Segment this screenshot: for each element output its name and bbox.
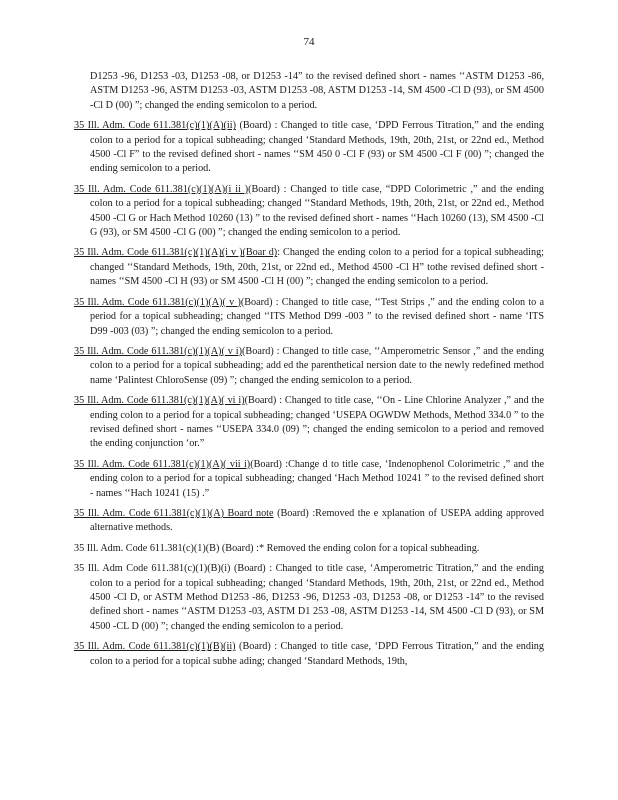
citation-description: (Board) :Change d to title case, ‘Indenophenol Colorimetric ,” and the ending colon to a period for a topical subheading; changed ‘Hach Method 10241 ” to the revised defined short - names ‘‘Hach 10241 (15) .” [90,458,544,499]
citation-description: 35 Ill. Adm. Code 611.381(c)(1)(B) (Board) :* Removed the ending colon for a topical subheading. [74,542,480,554]
citation-entry [74,542,544,556]
continued-paragraph: D1253 -96, D1253 -03, D1253 -08, or D1253 -14” to the revised defined short - names ‘‘ASTM D1253 -86, ASTM D1253 -96, ASTM D1253 -03, ASTM D1253 -08, ASTM D1253 -14, SM 4500 -Cl D (93), or SM 4500 -Cl D (00) ”; changed the ending semicolon to a period. [90,71,544,111]
citation-entry [74,562,544,634]
citation-entry [74,640,544,669]
citation-reference: 35 Ill. Adm. Code 611.381(c)(1)(A)( vii i) [74,458,251,470]
citation-entry [74,296,544,339]
citation-reference: 35 Ill. Adm. Code 611.381(c)(1)(A)( v ) [74,296,241,308]
citation-description: (Board) : Changed to title case, ‘‘Amperometric Sensor ,” and the ending colon to a period for a topical subheading; add ed the parenthetical nersion date to the newly redefined method name ‘Palintest ChloroSense (09) ”; changed the ending semicolon to a period. [90,345,544,386]
citation-entry [74,246,544,289]
citation-description: (Board) :Removed the e xplanation of USEPA adding approved alternative methods. [90,507,544,534]
citation-entry [74,458,544,501]
citation-description: (Board) : Changed to title case, ‘DPD Ferrous Titration,” and the ending colon to a period for a topical subhe ading; changed ‘Standard Methods, 19th, [90,641,544,667]
entry-list [74,119,544,669]
page-number: 74 [303,36,315,48]
citation-reference: 35 Ill. Adm. Code 611.381(c)(1)(A)(ii) [74,120,236,132]
citation-description: (Board) : Changed to title case, ‘‘On - Line Chlorine Analyzer ,” and the ending colon to a period for a topical subheading; changed ‘USEPA OGWDW Methods, Method 334.0 ” to the revised defined short - names ‘‘USEPA 334.0 (09) ”; changed the ending semicolon to a period and removed the ending conjunction ‘or.” [90,395,545,450]
citation-entry [74,183,544,241]
document-body [74,70,544,675]
citation-description: (Board) : Changed to title case, ‘DPD Ferrous Titration,” and the ending colon to a period for a topical subheading; changed ‘Standard Methods, 19th, 20th, 21st, or 22nd ed., Method 4500 -Cl F” to the revised defined short - names ‘‘SM 450 0 -Cl F (93) or SM 4500 -Cl F (00) ”; changed the ending semicolon to a period. [90,120,544,175]
citation-reference: 35 Ill. Adm. Code 611.381(c)(1)(A)(i v )(Boar d) [74,247,278,259]
citation-entry [74,119,544,177]
citation-reference: 35 Ill. Adm. Code 611.381(c)(1)(B)(ii) [74,641,236,653]
citation-description: : Changed the ending colon to a period for a topical subheading; changed ‘‘Standard Methods, 19th, 20th, 21st, or 22nd ed., Method 4500 -Cl H” tothe revised defined short -names ‘‘SM 4500 -Cl H (93) or SM 4500 -Cl H (00) ”; changed the ending semicolon to a period. [90,247,544,288]
citation-reference: 35 Ill. Adm. Code 611.381(c)(1)(A) Board note [74,507,274,519]
citation-description: 35 Ill. Adm Code 611.381(c)(1)(B)(i) (Board) : Changed to title case, ‘Amperometric Titration,” and the ending colon to a period for a topical subheading; changed ‘Standard Methods, 19th, 20th, 21st, or 22nd ed., Method 4500 -Cl D, or ASTM Method D1253 -86, D1253 -96, D1253 -03, D1253 -08, or D1253 -14” to the revised defined short - names ‘‘ASTM D1253 -03, ASTM D1 253 -08, ASTM D1253 -14, SM 4500 -Cl D (93), or SM 4500 -CL D (00) ”; changed the ending semicolon to a period. [74,563,544,632]
citation-description: (Board) : Changed to title case, “DPD Colorimetric ,” and the ending colon to a period for a topical subheading; changed ‘‘Standard Methods, 19th, 20th, 21st, or 22nd ed., Method 4500 -Cl G or Hach Method 10260 (13) ” to the revised defined short - names ‘‘Hach 10260 (13), SM 4500 -Cl G (93), or SM 4500 -Cl G (00) ”; changed the ending semicolon to a period. [90,183,544,239]
citation-entry [74,507,544,536]
citation-description: (Board) : Changed to title case, ‘‘Test Strips ,” and the ending colon to a period for a topical subheading; changed ‘‘ITS Method D99 -003 ” to the revised defined short - name ‘ITS D99 -003 (03) ”; changed the ending semicolon to a period. [90,296,544,337]
citation-entry [74,394,544,452]
citation-entry [74,345,544,388]
citation-reference: 35 Ill. Adm. Code 611.381(c)(1)(A)( vi i) [74,395,245,407]
citation-reference: 35 Ill. Adm. Code 611.381(c)(1)(A)( v i) [74,345,243,357]
citation-reference: 35 Ill. Adm. Code 611.381(c)(1)(A)(i ii ) [74,183,249,195]
